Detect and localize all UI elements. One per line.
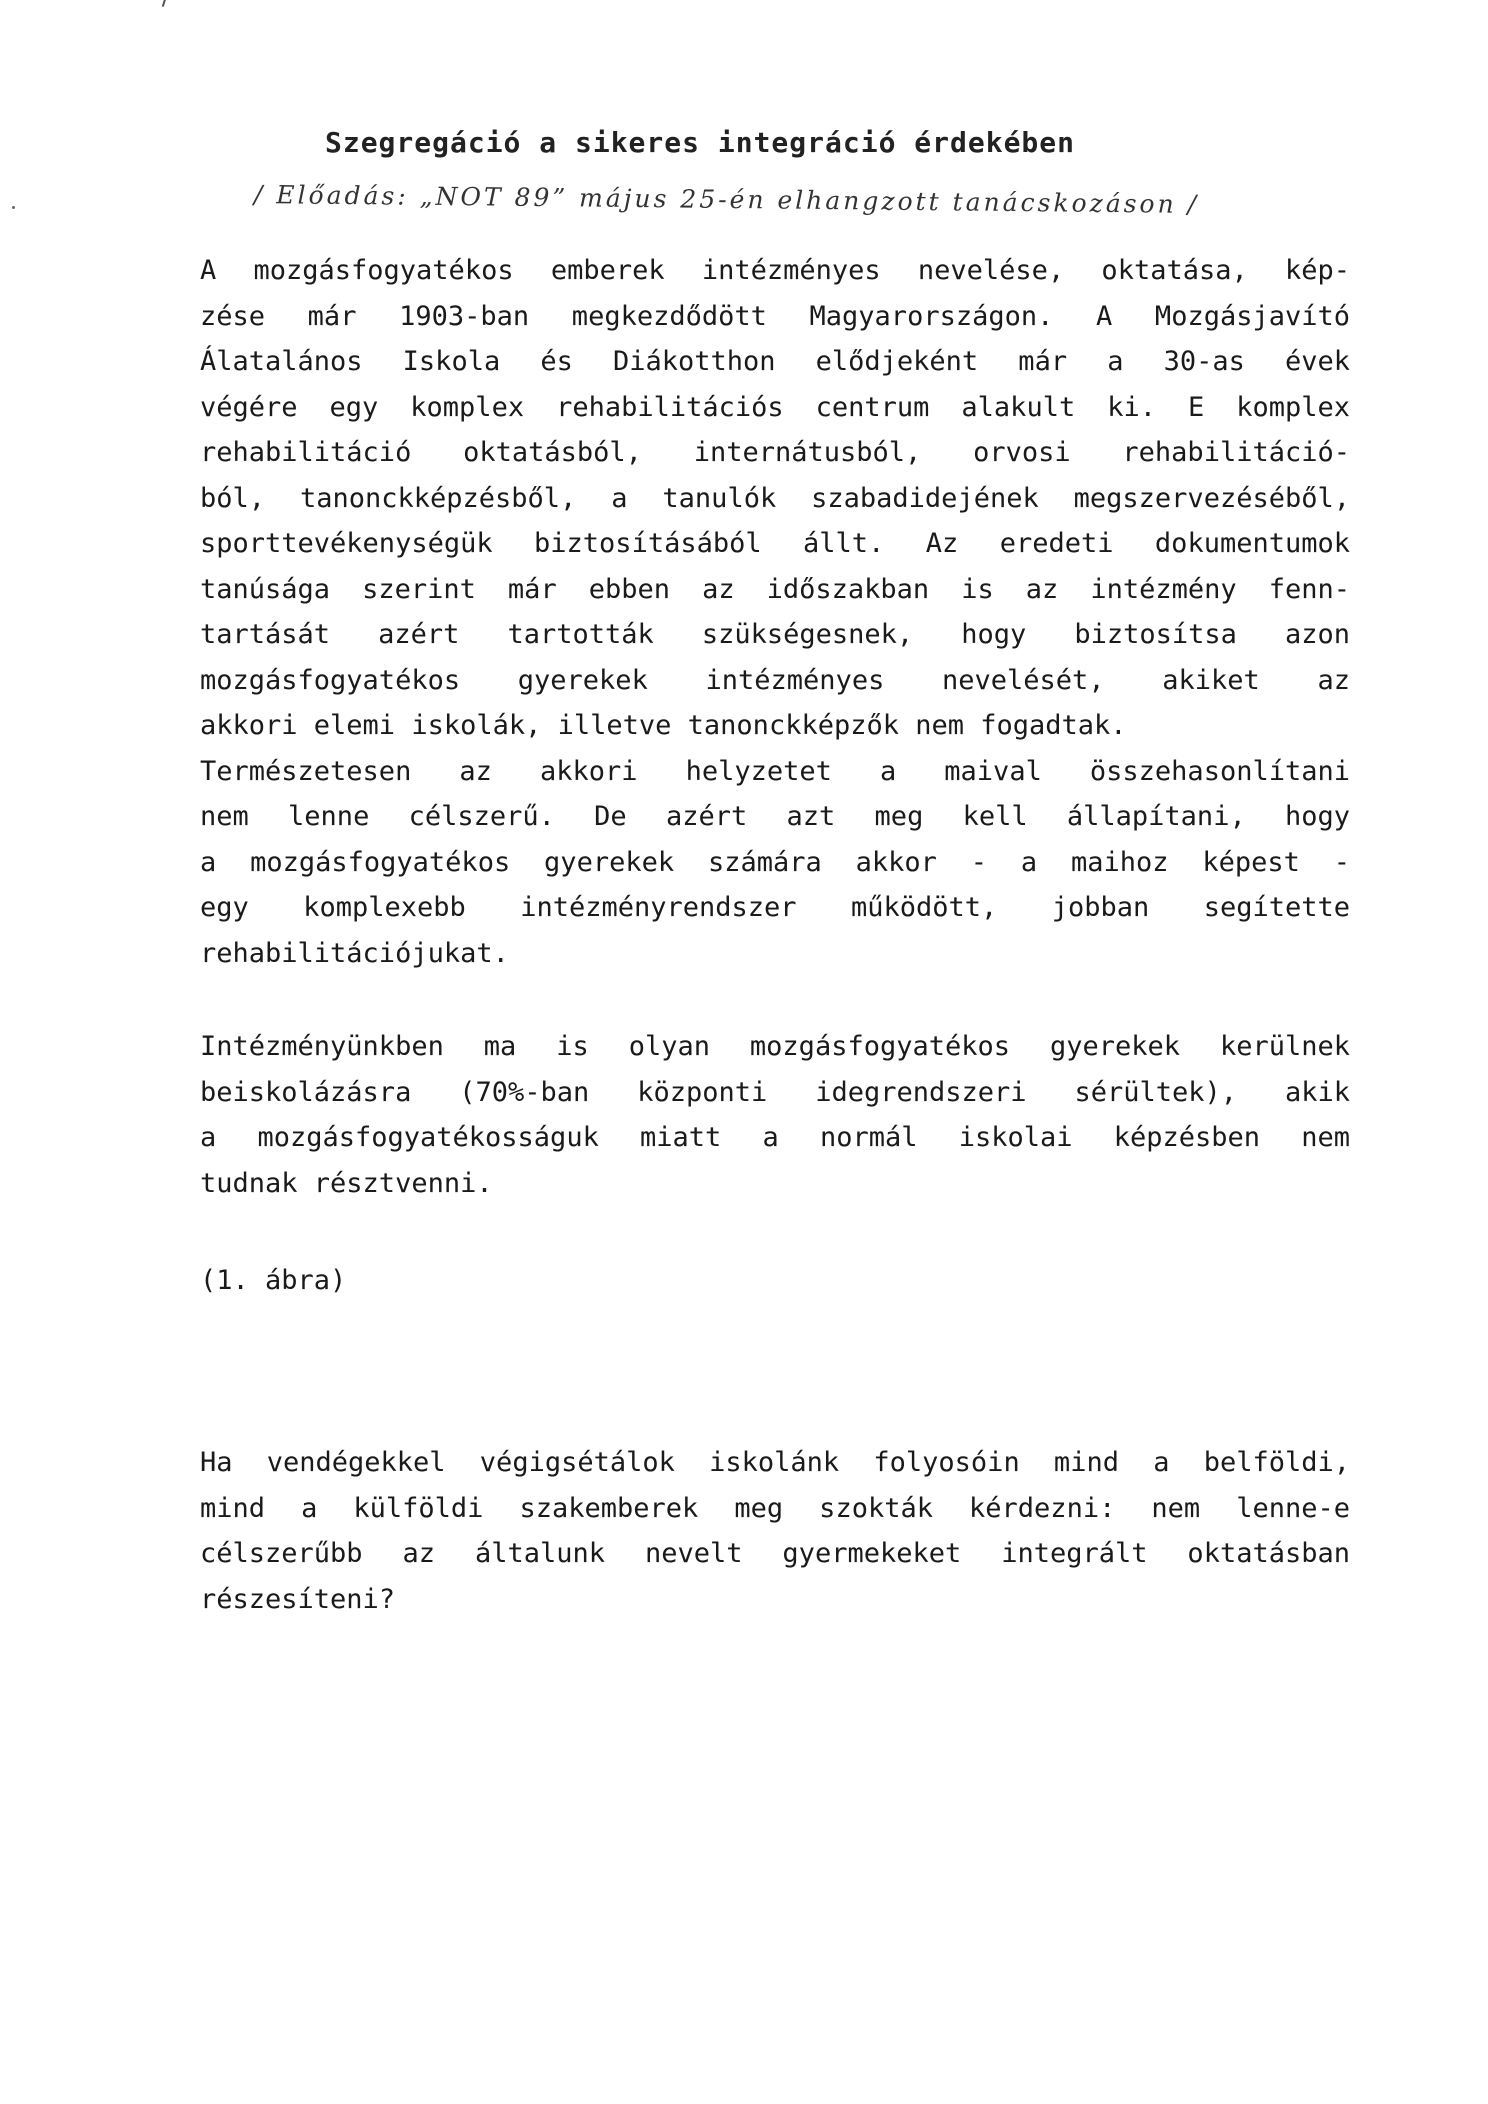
corner-pen-mark xyxy=(156,0,168,7)
paragraph-line: sporttevékenységük biztosításából állt. Az eredeti dokumentumok xyxy=(200,528,1350,559)
handwritten-note: / Előadás: „NOT 89” május 25-én elhangzott tanácskozáson / xyxy=(253,180,1200,219)
margin-dot xyxy=(12,206,15,209)
figure-reference xyxy=(200,1258,1350,1304)
paragraph-line: végére egy komplex rehabilitációs centrum alakult ki. E komplex xyxy=(200,391,1350,423)
document-title: Szegregáció a sikeres integráció érdekében xyxy=(324,126,1075,159)
paragraph-line: rehabilitációjukat. xyxy=(200,937,509,969)
paragraph-1 xyxy=(200,248,1350,976)
paragraph-line: nem lenne célszerű. De azért azt meg kell állapítani, hogy xyxy=(200,801,1350,832)
paragraph-line: beiskolázásra (70%-ban központi idegrendszeri sérültek), akik xyxy=(200,1076,1350,1108)
paragraph-line: tanúsága szerint már ebben az időszakban is az intézmény fenn- xyxy=(200,573,1350,605)
paragraph-line: mind a külföldi szakemberek meg szokták kérdezni: nem lenne-e xyxy=(200,1492,1350,1524)
paragraph-line: tartását azért tartották szükségesnek, hogy biztosítsa azon xyxy=(200,619,1350,650)
paragraph-line: a mozgásfogyatékos gyerekek számára akkor - a maihoz képest - xyxy=(200,846,1350,878)
paragraph-line: Intézményünkben ma is olyan mozgásfogyatékos gyerekek kerülnek xyxy=(200,1031,1350,1062)
paragraph-line: akkori elemi iskolák, illetve tanonckképzők nem fogadtak. xyxy=(200,710,1127,741)
paragraph-line: célszerűbb az általunk nevelt gyermekeket integrált oktatásban xyxy=(200,1538,1350,1569)
paragraph-line: rehabilitáció oktatásból, internátusból, orvosi rehabilitáció- xyxy=(200,437,1350,468)
paragraph-line: Természetesen az akkori helyzetet a maival összehasonlítani xyxy=(200,755,1350,787)
paragraph-line: A mozgásfogyatékos emberek intézményes nevelése, oktatása, kép- xyxy=(200,255,1350,286)
paragraph-2 xyxy=(200,1024,1350,1206)
paragraph-line: Álatalános Iskola és Diákotthon elődjeként már a 30-as évek xyxy=(200,346,1350,377)
paragraph-line: a mozgásfogyatékosságuk miatt a normál iskolai képzésben nem xyxy=(200,1122,1350,1153)
paragraph-line: részesíteni? xyxy=(200,1583,396,1615)
figure-label: (1. ábra) xyxy=(200,1265,347,1296)
paragraph-line: egy komplexebb intézményrendszer működött, jobban segítette xyxy=(200,892,1350,923)
paragraph-line: Ha vendégekkel végigsétálok iskolánk folyosóin mind a belföldi, xyxy=(200,1447,1350,1478)
paragraph-line: ból, tanonckképzésből, a tanulók szabadidejének megszervezéséből, xyxy=(200,482,1350,514)
paragraph-line: tudnak résztvenni. xyxy=(200,1167,493,1199)
paragraph-line: mozgásfogyatékos gyerekek intézményes nevelését, akiket az xyxy=(200,664,1350,696)
paragraph-3 xyxy=(200,1440,1350,1622)
paragraph-line: zése már 1903-ban megkezdődött Magyarországon. A Mozgásjavító xyxy=(200,300,1350,332)
